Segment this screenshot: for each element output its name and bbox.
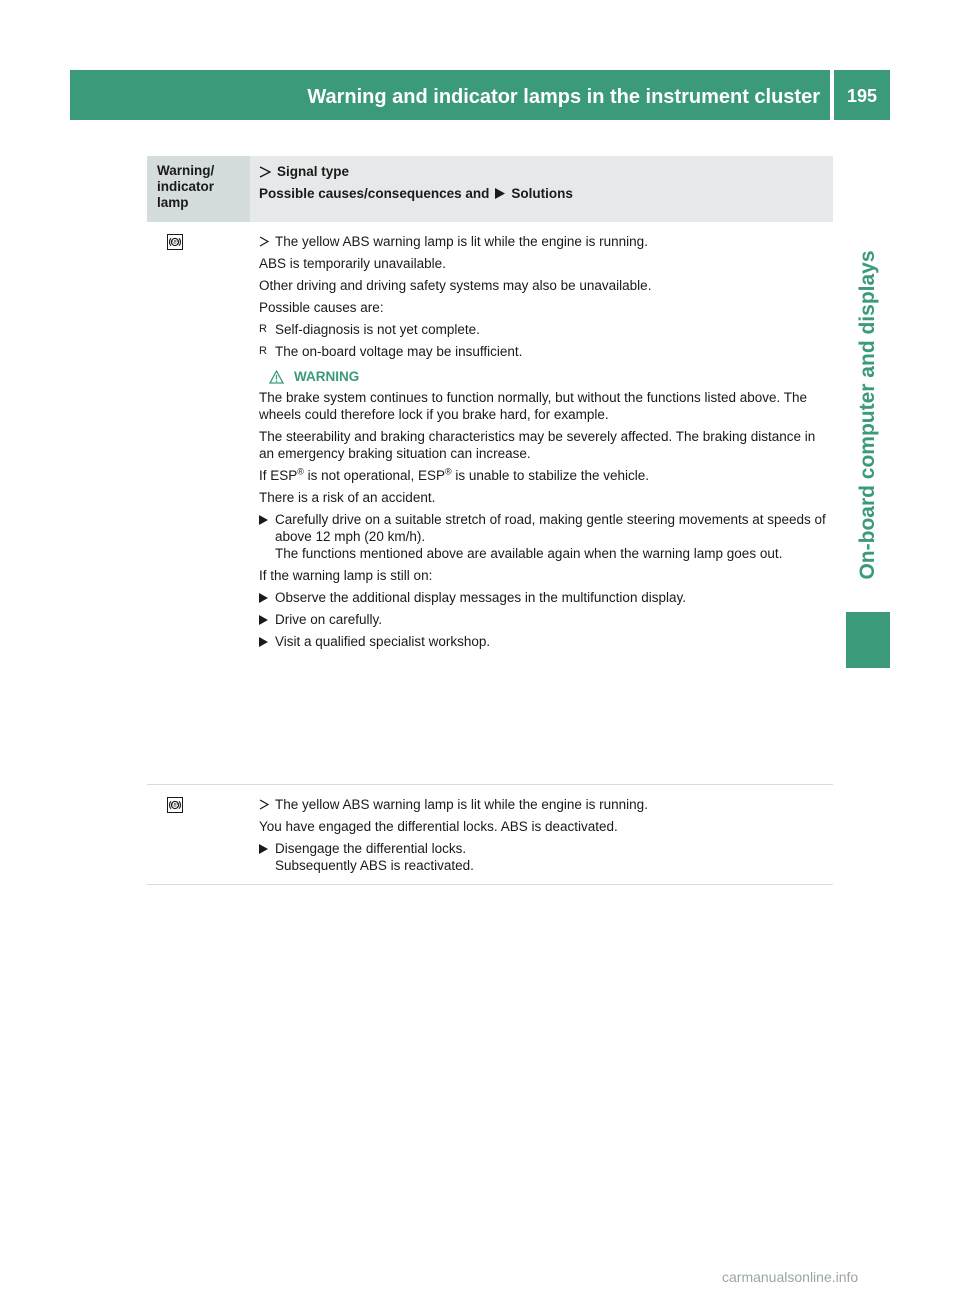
info-text: ABS is temporarily unavailable. (259, 256, 446, 271)
list-item-text: Self-diagnosis is not yet complete. (275, 322, 480, 337)
chapter-label: On-board computer and displays (856, 250, 879, 580)
signal-triangle-icon (259, 166, 277, 178)
info-text: You have engaged the differential locks. ABS is deactivated. (259, 819, 618, 834)
solutions-label: Solutions (511, 186, 573, 201)
info-cell (250, 785, 833, 884)
chapter-side-tab (846, 225, 890, 605)
list-item-text: The on-board voltage may be insufficient. (275, 344, 523, 359)
info-text: If the warning lamp is still on: (259, 568, 433, 583)
abs-warning-icon (167, 797, 183, 813)
table-row (147, 785, 833, 885)
column-header-lamp (147, 156, 250, 222)
list-item: R The on-board voltage may be insufficient. (259, 344, 523, 359)
step-arrow-icon (259, 611, 275, 628)
solution-step (259, 511, 827, 562)
solution-step (259, 611, 827, 628)
step-arrow-icon (259, 840, 275, 874)
signal-text: The yellow ABS warning lamp is lit while the engine is running. (275, 797, 648, 812)
warning-text: If ESP® is not operational, ESP® is unable to stabilize the vehicle. (259, 466, 650, 483)
list-item: R Self-diagnosis is not yet complete. (259, 322, 480, 337)
step-arrow-icon (259, 589, 275, 606)
chapter-marker (846, 612, 890, 668)
solution-step (259, 840, 827, 874)
step-text: Observe the additional display messages in the multifunction display. (275, 590, 686, 605)
warning-heading (269, 368, 827, 385)
signal-triangle-icon (259, 799, 275, 810)
step-text: Visit a qualified specialist workshop. (275, 634, 491, 649)
svg-text:ABS: ABS (171, 239, 179, 245)
step-arrow-icon (259, 633, 275, 650)
column-header-lamp-line: indicator (157, 179, 215, 194)
section-header (70, 70, 830, 120)
column-header-info (250, 156, 833, 222)
column-header-lamp-line: lamp (157, 195, 189, 210)
step-arrow-icon (259, 511, 275, 562)
step-text: Carefully drive on a suitable stretch of road, making gentle steering movements at speeds of above 12 mph (20 km/h). (275, 512, 826, 544)
signal-triangle-icon (259, 236, 275, 247)
watermark: carmanualsonline.info (722, 1269, 859, 1285)
solution-step (259, 589, 827, 606)
step-text: Subsequently ABS is reactivated. (275, 858, 474, 873)
warning-label: WARNING (294, 369, 360, 384)
step-text: The functions mentioned above are available again when the warning lamp goes out. (275, 546, 783, 561)
page-number-box (834, 70, 890, 120)
signal-type-label: Signal type (277, 164, 350, 179)
svg-text:ABS: ABS (171, 802, 179, 808)
solution-step (259, 633, 827, 650)
page-number: 195 (846, 86, 878, 106)
table-header (147, 156, 833, 222)
warning-text: The brake system continues to function normally, but without the functions listed above. The wheels could therefore lock if you brake hard, for example. (259, 390, 808, 422)
step-text: Drive on carefully. (275, 612, 383, 627)
section-title: Warning and indicator lamps in the instrument cluster (307, 86, 820, 108)
warning-triangle-icon (269, 370, 284, 384)
info-cell (250, 222, 833, 784)
causes-label: Possible causes/consequences and (259, 186, 490, 201)
warning-lamp-table (147, 156, 833, 885)
signal-text: The yellow ABS warning lamp is lit while the engine is running. (275, 234, 648, 249)
lamp-cell (147, 785, 250, 884)
warning-text: The steerability and braking characteristics may be severely affected. The braking distance in an emergency braking situation can increase. (259, 429, 816, 461)
column-header-lamp-line: Warning/ (157, 163, 215, 178)
warning-text: There is a risk of an accident. (259, 490, 436, 505)
info-text: Possible causes are: (259, 300, 384, 315)
lamp-cell (147, 222, 250, 784)
step-text: Disengage the differential locks. (275, 841, 467, 856)
info-text: Other driving and driving safety systems may also be unavailable. (259, 278, 652, 293)
abs-warning-icon (167, 234, 183, 250)
step-arrow-icon (495, 188, 511, 199)
table-row (147, 222, 833, 785)
